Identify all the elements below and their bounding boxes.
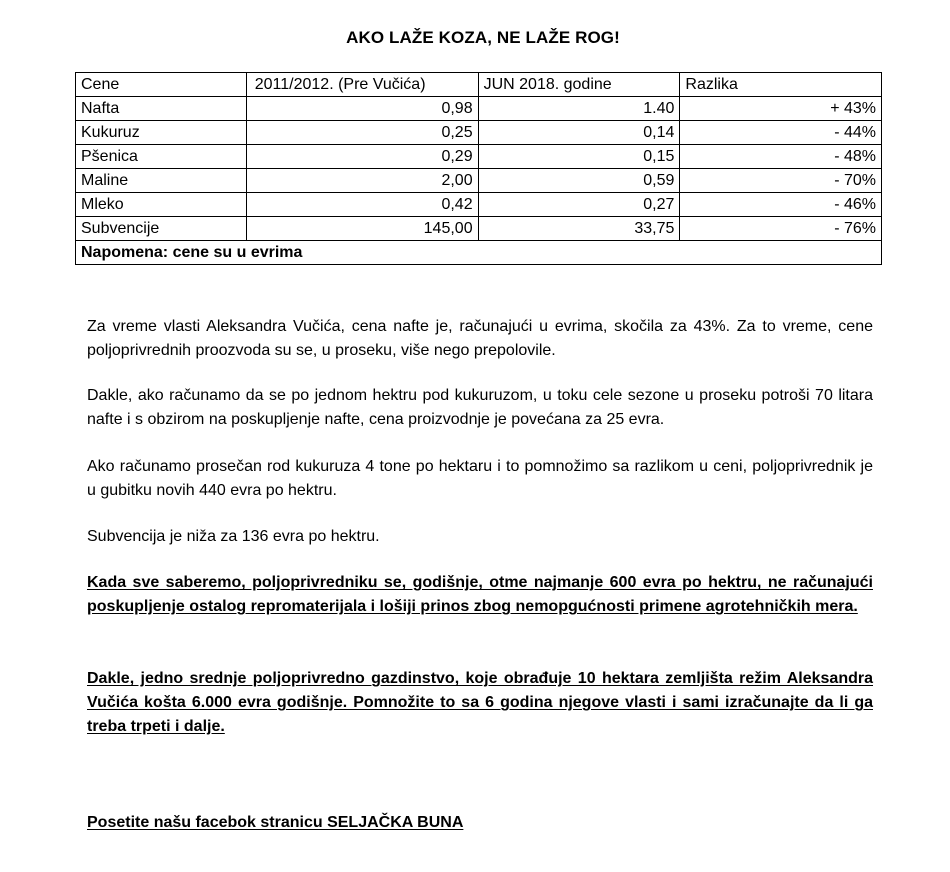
paragraph-total-loss: Kada sve saberemo, poljoprivredniku se, godišnje, otme najmanje 600 evra po hektru, ne računajući poskupljenje ostalog repromaterijala i lošiji prinos zbog nemopgućnosti primene agrotehničkih mera. [87, 574, 873, 615]
row-difference: - 48% [680, 145, 882, 169]
table-row [76, 217, 882, 241]
table-row [76, 145, 882, 169]
table-header-row [76, 73, 882, 97]
row-label: Kukuruz [76, 121, 247, 145]
price-comparison-table [75, 72, 882, 265]
row-value-2018: 0,27 [478, 193, 680, 217]
header-cell-difference: Razlika [680, 73, 882, 97]
facebook-page-link: Posetite našu facebok stranicu SELJAČKA BUNA [87, 814, 464, 831]
row-value-2011: 0,98 [246, 97, 478, 121]
row-difference: - 76% [680, 217, 882, 241]
table-note: Napomena: cene su u evrima [76, 241, 882, 265]
header-cell-period-2018: JUN 2018. godine [478, 73, 680, 97]
table-note-row [76, 241, 882, 265]
row-label: Pšenica [76, 145, 247, 169]
paragraph-farm-cost: Dakle, jedno srednje poljoprivredno gazdinstvo, koje obrađuje 10 hektara zemljišta režim Aleksandra Vučića košta 6.000 evra godišnje. Pomnožite to sa 6 godina njegove vlasti i sami izračunajte da li ga treba trpeti i dalje. [87, 670, 873, 735]
row-difference: - 44% [680, 121, 882, 145]
row-value-2018: 33,75 [478, 217, 680, 241]
row-value-2011: 2,00 [246, 169, 478, 193]
row-difference: - 46% [680, 193, 882, 217]
row-label: Maline [76, 169, 247, 193]
table-row [76, 121, 882, 145]
table-row [76, 193, 882, 217]
row-value-2011: 0,42 [246, 193, 478, 217]
row-label: Mleko [76, 193, 247, 217]
row-difference: - 70% [680, 169, 882, 193]
row-value-2018: 0,14 [478, 121, 680, 145]
row-label: Nafta [76, 97, 247, 121]
document-title: AKO LAŽE KOZA, NE LAŽE ROG! [346, 28, 620, 47]
row-value-2011: 145,00 [246, 217, 478, 241]
header-cell-item: Cene [76, 73, 247, 97]
row-value-2018: 1.40 [478, 97, 680, 121]
header-cell-period-2011: 2011/2012. (Pre Vučića) [246, 73, 478, 97]
row-value-2018: 0,15 [478, 145, 680, 169]
table-row [76, 97, 882, 121]
row-value-2011: 0,25 [246, 121, 478, 145]
paragraph-production-cost: Dakle, ako računamo da se po jednom hektru pod kukuruzom, u toku cele sezone u proseku potroši 70 litara nafte i s obzirom na poskupljenje nafte, cena proizvodnje je povećana za 25 evra. [87, 387, 873, 428]
row-difference: + 43% [680, 97, 882, 121]
paragraph-subsidy: Subvencija je niža za 136 evra po hektru. [87, 528, 380, 545]
row-value-2011: 0,29 [246, 145, 478, 169]
paragraph-fuel-price: Za vreme vlasti Aleksandra Vučića, cena nafte je, računajući u evrima, skočila za 43%. Za to vreme, cene poljoprivrednih proozvoda su se, u proseku, više nego prepolovile. [87, 318, 873, 359]
row-value-2018: 0,59 [478, 169, 680, 193]
paragraph-yield-loss: Ako računamo prosečan rod kukuruza 4 tone po hektaru i to pomnožimo sa razlikom u ceni, poljoprivrednik je u gubitku novih 440 evra po hektru. [87, 458, 873, 499]
row-label: Subvencije [76, 217, 247, 241]
table-row [76, 169, 882, 193]
